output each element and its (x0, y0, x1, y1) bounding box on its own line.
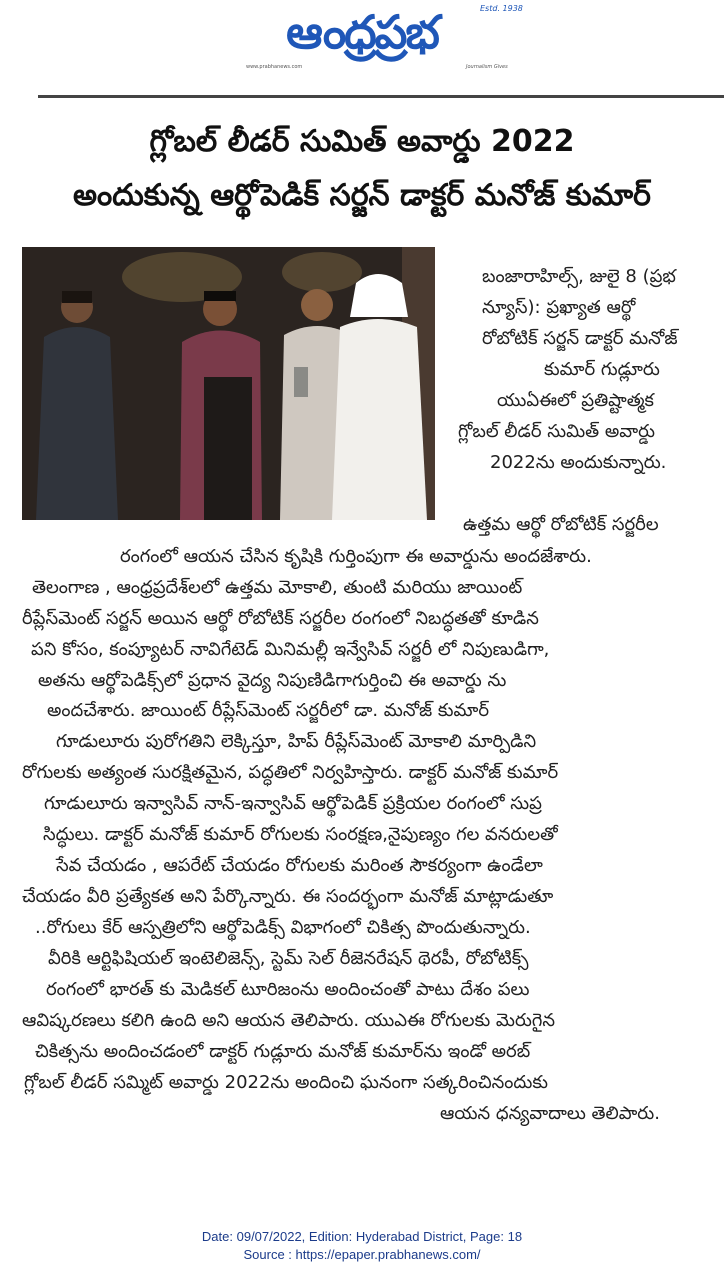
photo-illustration (22, 247, 435, 520)
masthead-divider (38, 95, 724, 98)
article-line: వీరికి ఆర్టిఫిషియల్ ఇంటెలిజెన్స్, స్టెమ్ సెల్ రీజెనరేషన్ థెరపీ, రోబోటిక్స్ (48, 948, 529, 969)
article-line: పని కోసం, కంప్యూటర్ నావిగేటెడ్ మినిమల్లీ ఇన్వేసివ్ సర్జరీ లో నిపుణుడిగా, (31, 639, 550, 660)
article-line: చేయడం వీరి ప్రత్యేకత అని పేర్కొన్నారు. ఈ సందర్భంగా మనోజ్ మాట్లాడుతూ (22, 886, 554, 907)
side-text-line: కుమార్ గుడ్లూరు (544, 359, 660, 380)
article-line: సేవ చేయడం , ఆపరేట్ చేయడం రోగులకు మరింత సౌకర్యంగా ఉండేలా (56, 855, 543, 876)
masthead (0, 0, 724, 96)
article-line: అందచేశారు. జాయింట్ రీప్లేస్‌మెంట్ సర్జరీలో డా. మనోజ్ కుమార్ (47, 700, 489, 721)
footer-dateline: Date: 09/07/2022, Edition: Hyderabad District, Page: 18 (201, 1229, 523, 1244)
article-line: చికిత్సను అందించడంలో డాక్టర్ గుడ్లూరు మనోజ్ కుమార్‌ను ఇండో అరబ్ (35, 1041, 531, 1062)
article-line: రంగంలో ఆయన చేసిన కృషికి గుర్తింపుగా ఈ అవార్డును అందజేశారు. (120, 546, 592, 567)
article-line: ..రోగులు కేర్ ఆస్పత్రిలోని ఆర్థోపెడిక్స్ విభాగంలో చికిత్స పొందుతున్నారు. (35, 917, 531, 938)
article-line: గ్లోబల్ లీడర్ సమ్మిట్ అవార్డు 2022ను అందించి ఘనంగా సత్కరించినందుకు (24, 1072, 548, 1093)
award-ceremony-photo (22, 247, 435, 520)
side-text-line: ఉత్తమ ఆర్థో రోబోటిక్ సర్జరీల (463, 514, 659, 535)
side-text-line: గ్లోబల్ లీడర్ సుమిత్ అవార్డు (458, 421, 656, 442)
website-label: www.prabhanews.com (246, 64, 303, 70)
article-line: రోగులకు అత్యంత సురక్షితమైన, పద్ధతిలో నిర్వహిస్తారు. డాక్టర్ మనోజ్ కుమార్ (22, 762, 559, 783)
article-line: గూడులూరు ఇన్వాసివ్ నాన్-ఇన్వాసివ్ ఆర్థోపెడిక్ ప్రక్రియల రంగంలో సుప్ర (44, 793, 542, 814)
article-line: రంగంలో భారత్ కు మెడికల్ టూరిజంను అందించంతో పాటు దేశం పలు (46, 979, 530, 1000)
article-line: ఆవిష్కరణలు కలిగి ఉంది అని ఆయన తెలిపారు. యుఎఈ రోగులకు మెరుగైన (22, 1010, 555, 1031)
newspaper-logo: ఆంధ్రప్రభ (286, 5, 438, 59)
tagline-label: Journalism Gives (466, 64, 508, 70)
article-line: సిద్ధులు. డాక్టర్ మనోజ్ కుమార్ రోగులకు సంరక్షణ,నైపుణ్యం గల వనరులతో (43, 824, 558, 845)
side-text-line: యుఏఈలో ప్రతిష్టాత్మక (497, 390, 654, 411)
established-label: Estd. 1938 (480, 4, 523, 13)
article-line: రీప్లేస్‌మెంట్ సర్జన్ అయిన ఆర్థో రోబోటిక్ సర్జరీల రంగంలో నిబద్ధతతో కూడిన (22, 608, 539, 629)
headline-line-1: గ్లోబల్ లీడర్ సుమిత్ అవార్డు 2022 (149, 124, 575, 159)
article-line: గూడులూరు పురోగతిని లెక్కిస్తూ, హిప్ రీప్లేస్‌మెంట్ మోకాలి మార్పిడిని (56, 731, 537, 752)
headline-line-2: అందుకున్న ఆర్థోపెడిక్ సర్జన్ డాక్టర్ మనోజ్ కుమార్ (73, 178, 651, 213)
article-line: అతను ఆర్థోపెడిక్స్‌లో ప్రధాన వైద్య నిపుణిడిగాగుర్తించి ఈ అవార్డు ను (38, 670, 507, 691)
side-text-line: 2022ను అందుకున్నారు. (490, 452, 667, 473)
footer-source: Source : https://epaper.prabhanews.com/ (243, 1247, 481, 1262)
article-line: తెలంగాణ , ఆంధ్రప్రదేశ్‌లలో ఉత్తమ మోకాలి, తుంటి మరియు జాయింట్ (32, 577, 523, 598)
side-text-line: బంజారాహిల్స్, జులై 8 (ప్రభ (482, 266, 676, 287)
side-text-line: న్యూస్): ప్రఖ్యాత ఆర్థో (482, 297, 636, 318)
side-text-line: రోబోటిక్ సర్జన్ డాక్టర్ మనోజ్ (482, 328, 678, 349)
article-line: ఆయన ధన్యవాదాలు తెలిపారు. (440, 1103, 660, 1124)
